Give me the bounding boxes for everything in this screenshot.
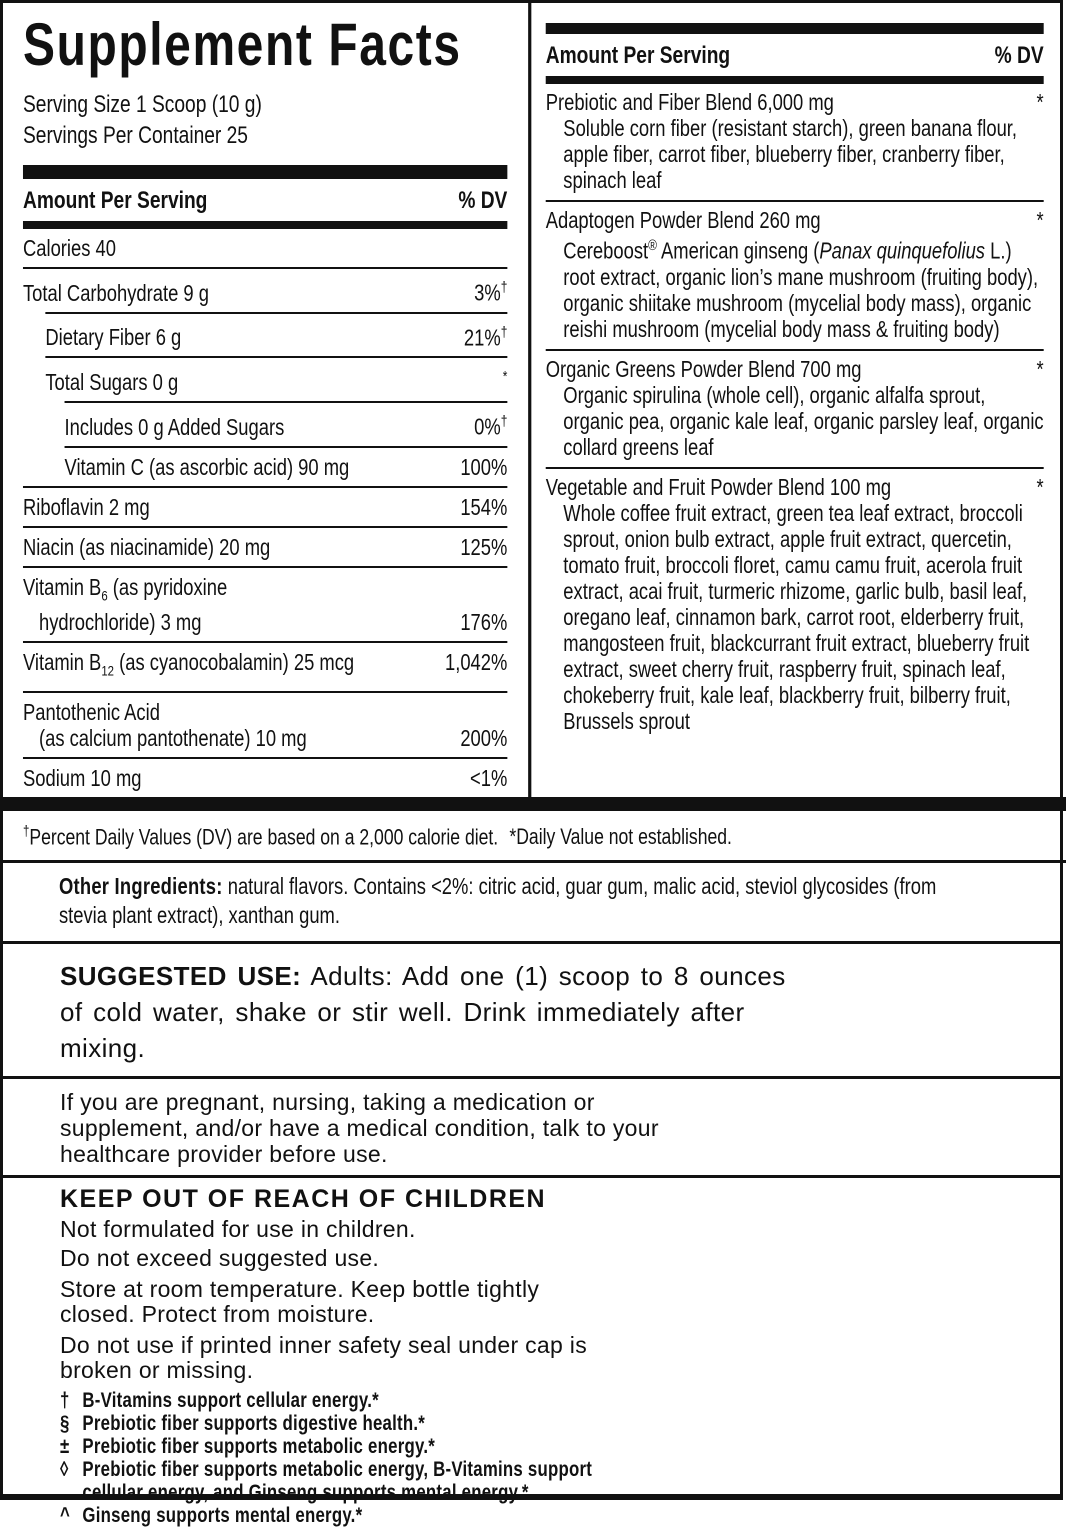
blend-row — [546, 349, 1044, 467]
other-ingredients-label: Other Ingredients: — [58, 873, 223, 900]
children-paragraphs — [60, 1217, 1020, 1383]
footnote-divider-bar — [3, 797, 1066, 811]
nutrient-dv: 200% — [460, 724, 508, 751]
divider-bar-medium — [546, 76, 1044, 84]
nutrient-row — [23, 526, 507, 566]
nutrient-name: Total Carbohydrate 9 g — [22, 279, 209, 306]
nutrient-line — [65, 409, 508, 440]
dagger-symbol: † — [22, 823, 30, 840]
blend-ingredients: Cereboost® American ginseng (Panax quinquefolius L.) root extract, organic lion’s mane mushroom (fruiting body), organic shiitake mushroom (mycelial body mass), organic reishi mushroom (mycelial body mass & fruiting body) — [563, 237, 1039, 342]
dv-note-symbol: † — [500, 279, 508, 296]
blend-dv-asterisk: * — [1036, 207, 1044, 233]
nutrient-line — [23, 699, 507, 725]
divider-bar-thick — [23, 165, 507, 179]
facts-columns — [3, 3, 1066, 797]
blend-title-row — [546, 207, 1044, 233]
blend-dv-asterisk: * — [1036, 355, 1044, 382]
blend-title: Prebiotic and Fiber Blend 6,000 mg — [545, 89, 834, 115]
blend-row — [546, 467, 1044, 741]
dv-note-symbol: † — [500, 323, 508, 341]
suggested-use-section — [3, 944, 1060, 1076]
subscript-text: 6 — [101, 588, 108, 605]
nutrient-name: Vitamin $B_6$ (as pyridoxine — [22, 573, 228, 605]
other-ingredients-text: natural flavors. Contains <2%: citric acid, guar gum, malic acid, steviol glycosides (from stevia plant extract), xanthan gum. — [58, 873, 937, 929]
nutrient-row — [23, 641, 507, 691]
nutrient-dv: <1% — [470, 764, 508, 791]
nutrient-name: Riboflavin 2 mg — [22, 493, 150, 520]
nutrient-dv: 3%† — [474, 279, 508, 306]
blend-title: Organic Greens Powder Blend 700 mg — [545, 355, 862, 382]
percent-dv-label: % DV — [458, 187, 508, 214]
children-warning-line: Do not use if printed inner safety seal under cap is broken or missing. — [60, 1332, 588, 1384]
symbol-notes — [60, 1389, 1020, 1527]
children-warning-section — [3, 1178, 1060, 1527]
nutrient-line — [23, 649, 507, 685]
symbol-note — [60, 1458, 1020, 1504]
blend-title: Adaptogen Powder Blend 260 mg — [545, 207, 821, 233]
nutrient-name: Pantothenic Acid — [22, 698, 160, 725]
supplement-facts-panel — [3, 3, 1066, 941]
symbol-note-text: Prebiotic fiber supports metabolic energy.* — [82, 1435, 436, 1459]
nutrient-row — [65, 446, 508, 486]
nutrient-dv: 125% — [460, 533, 508, 560]
nutrient-name: Total Sugars 0 g — [45, 368, 179, 395]
suggested-use-label: SUGGESTED USE: — [60, 961, 302, 992]
nutrient-name-continued: hydrochloride) 3 mg — [38, 609, 202, 636]
symbol-note — [60, 1412, 1020, 1435]
nutrient-name-continued: (as calcium pantothenate) 10 mg — [38, 724, 307, 751]
nutrient-row — [45, 356, 507, 401]
symbol-note-text: Prebiotic fiber supports metabolic energy, B-Vitamins support cellular energy, and Ginseng supports mental energy.* — [82, 1458, 593, 1505]
blend-row — [546, 200, 1044, 349]
amount-per-serving-label: Amount Per Serving — [22, 187, 208, 214]
nutrient-name: Includes 0 g Added Sugars — [64, 413, 285, 440]
amount-per-serving-label: Amount Per Serving — [545, 42, 731, 69]
nutrient-line — [23, 275, 507, 306]
nutrient-row — [23, 267, 507, 312]
children-warning-line: Do not exceed suggested use. — [60, 1245, 380, 1272]
nutrient-dv: 176% — [460, 609, 508, 636]
nutrient-name: Dietary Fiber 6 g — [45, 324, 182, 351]
serving-size: Serving Size 1 Scoop (10 g) — [22, 91, 262, 118]
blend-title-row — [546, 356, 1044, 382]
nutrient-name: Niacin (as niacinamide) 20 mg — [22, 533, 271, 560]
nutrient-dv: 100% — [460, 453, 508, 480]
nutrient-line-2 — [23, 725, 507, 751]
nutrient-dv: 154% — [460, 493, 508, 520]
nutrient-name: Vitamin C (as ascorbic acid) 90 mg — [64, 453, 350, 480]
panel-title: Supplement Facts — [22, 11, 462, 78]
nutrient-line — [23, 574, 507, 610]
nutrient-row — [45, 312, 507, 357]
blend-ingredients: Whole coffee fruit extract, green tea leaf extract, broccoli sprout, onion bulb extract, apple fruit extract, quercetin, tomato fruit, broccoli floret, camu camu fruit, acerola fruit extract, acai fruit, turmeric rhizome, garlic bulb, basil leaf, oregano leaf, cinnamon bark, carrot root, elderberry fruit, mangosteen fruit, blackcurrant fruit extract, blueberry fruit extract, sweet cherry fruit, raspberry fruit, spinach leaf, chokeberry fruit, kale leaf, blackberry fruit, bilberry fruit, Brussels sprout — [563, 499, 1030, 734]
nutrient-line — [23, 494, 507, 520]
nutrient-name: Calories 40 — [22, 235, 116, 261]
symbol-note — [60, 1504, 1020, 1527]
nutrient-dv — [503, 364, 508, 395]
facts-left-column — [3, 3, 528, 797]
symbol-note-glyph: ◊ — [60, 1458, 69, 1482]
nutrient-line — [23, 534, 507, 560]
nutrient-row — [65, 401, 508, 446]
blend-ingredients: Soluble corn fiber (resistant starch), green banana flour, apple fiber, carrot fiber, blueberry fiber, cranberry fiber, spinach leaf — [563, 115, 1018, 193]
symbol-note-text: Ginseng supports mental energy.* — [82, 1504, 363, 1527]
nutrient-dv: 21%† — [463, 323, 508, 351]
nutrient-line — [23, 765, 507, 791]
subscript-text: 12 — [101, 663, 115, 680]
dv-footnote — [3, 811, 1066, 860]
nutrient-line — [45, 364, 507, 395]
symbol-note-glyph: § — [60, 1412, 70, 1436]
symbol-note-glyph: † — [60, 1389, 70, 1413]
superscript-text: ® — [648, 237, 657, 254]
nutrient-line — [45, 320, 507, 351]
nd-footnote-text: *Daily Value not established. — [509, 824, 732, 850]
other-ingredients-section — [3, 863, 1066, 941]
nutrient-row — [23, 566, 507, 642]
divider-bar-medium — [23, 221, 507, 229]
blend-dv-asterisk: * — [1036, 473, 1044, 500]
blend-table — [546, 84, 1044, 741]
nutrient-dv: 0%† — [474, 412, 508, 440]
blend-title-row — [546, 89, 1044, 115]
blend-row — [546, 84, 1044, 200]
blend-title: Vegetable and Fruit Powder Blend 100 mg — [545, 473, 892, 500]
symbol-note — [60, 1435, 1020, 1458]
nutrient-line — [23, 235, 507, 261]
nutrient-row — [23, 691, 507, 757]
servings-per-container: Servings Per Container 25 — [22, 122, 248, 149]
symbol-note-text: Prebiotic fiber supports digestive health.* — [82, 1412, 426, 1436]
dv-note-symbol: † — [500, 412, 508, 430]
left-column-header — [23, 179, 507, 221]
right-column-header — [546, 34, 1044, 76]
italic-text: Panax quinquefolius — [819, 237, 986, 264]
pregnancy-warning-text: If you are pregnant, nursing, taking a medication or supplement, and/or have a medical condition, talk to your healthcare provider before use. — [60, 1089, 659, 1168]
symbol-note — [60, 1389, 1020, 1412]
children-warning-heading: KEEP OUT OF REACH OF CHILDREN — [60, 1185, 547, 1214]
nutrient-line-2 — [23, 609, 507, 635]
children-warning-line: Store at room temperature. Keep bottle tightly closed. Protect from moisture. — [60, 1276, 540, 1328]
nutrient-name: Sodium 10 mg — [22, 764, 142, 791]
nutrient-row — [23, 229, 507, 267]
symbol-note-text: B-Vitamins support cellular energy.* — [82, 1389, 379, 1413]
symbol-note-glyph: ± — [60, 1435, 70, 1459]
divider-bar-thick — [546, 23, 1044, 34]
nutrient-table — [23, 229, 507, 797]
children-warning-line: Not formulated for use in children. — [60, 1216, 416, 1243]
nutrient-name: Vitamin $B_{12}$ (as cyanocobalamin) 25 mcg — [22, 649, 355, 680]
blend-ingredients: Organic spirulina (whole cell), organic alfalfa sprout, organic pea, organic kale leaf, organic parsley leaf, organic collard greens leaf — [563, 381, 1044, 460]
facts-right-column — [531, 3, 1066, 797]
nutrient-row — [23, 757, 507, 797]
blend-title-row — [546, 474, 1044, 500]
nutrient-dv: 1,042% — [445, 649, 508, 676]
pregnancy-warning-section — [3, 1079, 1060, 1175]
blend-dv-asterisk: * — [1036, 89, 1044, 115]
percent-dv-label: % DV — [994, 42, 1044, 69]
dv-footnote-text: Percent Daily Values (DV) are based on a 2,000 calorie diet. — [29, 824, 499, 850]
suggested-use-text: Adults: Add one (1) scoop to 8 ounces of cold water, shake or stir well. Drink immediately after mixing. — [60, 961, 786, 1064]
dv-note-symbol: * — [502, 368, 508, 386]
nutrient-row — [23, 486, 507, 526]
nutrient-line — [65, 454, 508, 480]
symbol-note-glyph: ^ — [60, 1504, 71, 1527]
serving-info — [23, 89, 507, 151]
